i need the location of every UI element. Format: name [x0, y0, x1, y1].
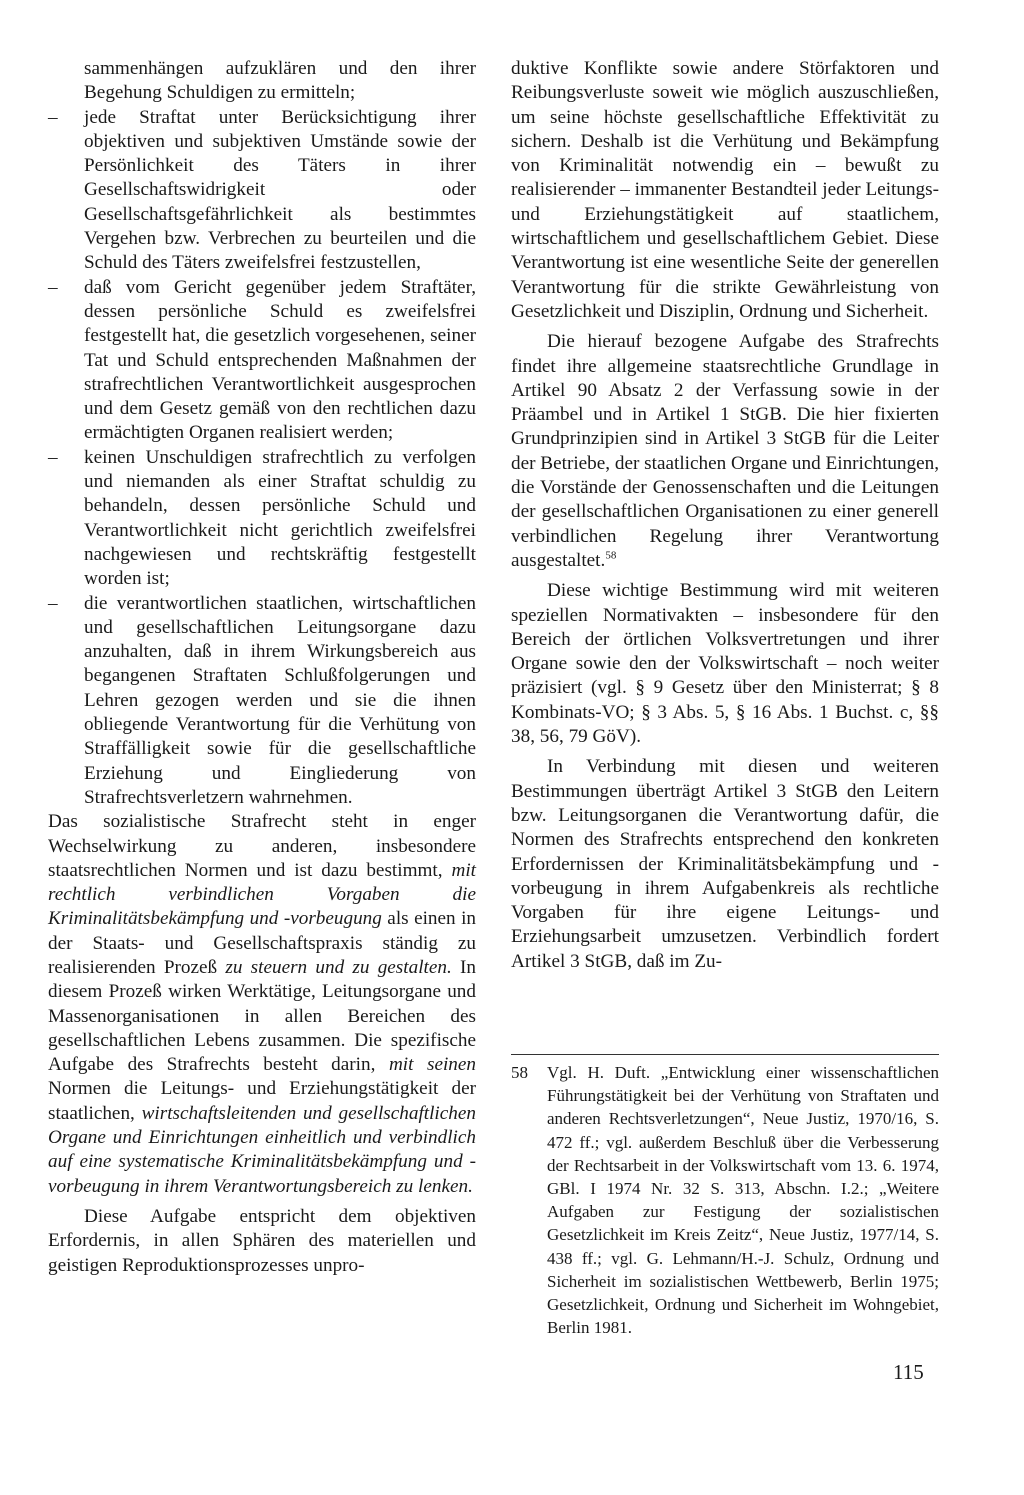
list-item — [48, 446, 476, 592]
bullet-dash: – — [48, 276, 58, 298]
body-paragraph: In Verbindung mit diesen und weiteren Bestimmungen überträgt Artikel 3 StGB den Leitern bzw. Leitungsorganen die Verantwortung dafür, die Normen des Strafrechts entsprechend den konkreten Erfordernissen der Kriminalitätsbekämpfung und -vorbeugung in ihrem Aufgabenkreis als rechtliche Vorgaben für ihre eigene Leitungs- und Erziehungsarbeit umzusetzen. Verbindlich fordert Artikel 3 StGB, daß im Zu- — [511, 756, 939, 972]
body-paragraph — [48, 810, 476, 1199]
text-run: Das sozialistische Strafrecht steht in enger Wechselwirkung zu anderen, insbesondere staatsrechtlichen Normen und ist dazu bestimmt, — [48, 811, 476, 881]
body-paragraph: duktive Konflikte sowie andere Störfaktoren und Reibungsverluste soweit wie möglich auszuschließen, um seine höchste gesellschaftliche Effektivität zu sichern. Deshalb ist die Verhütung und Bekämpfung von Kriminalität notwendig ein – bewußt zu realisierender – immanenter Bestandteil jeder Leitungs- und Erziehungstätigkeit auf staatlichem, wirtschaftlichem und gesellschaftlichem Gebiet. Diese Verantwortung ist eine wesentliche Seite der generellen Verantwortung für die strikte Gewährleistung von Gesetzlichkeit und Disziplin, Ordnung und Sicherheit. — [511, 58, 939, 322]
text-run: Normen die Leitungs- und Erziehungstätigkeit der staatlichen, — [48, 1078, 476, 1124]
continued-bullet-text: sammenhängen aufzuklären und den ihrer Begehung Schuldigen zu ermitteln; — [84, 58, 476, 104]
list-item — [48, 276, 476, 446]
footnote-divider — [511, 1054, 939, 1055]
text-run: als einen in der Staats- und Gesellschaftspraxis ständig zu realisierenden Prozeß — [48, 908, 476, 978]
footnote-text: Vgl. H. Duft. „Entwicklung einer wissenschaftlichen Führungstätigkeit bei der Verhütung von Straftaten und anderen Rechtsverletzungen“, Neue Justiz, 1970/16, S. 472 ff.; vgl. außerdem Beschluß über die Verbesserung der Rechtsarbeit in der Volkswirtschaft vom 13. 6. 1974, GBl. I 1974 Nr. 32 S. 313, Abschn. I.2.; „Weitere Aufgaben zur Festigung der sozialistischen Gesetzlichkeit im Kreis Zeitz“, Neue Justiz, 1977/14, S. 438 ff.; vgl. G. Lehmann/H.-J. Schulz, Ordnung und Sicherheit im sozialistischen Wettbewerb, Berlin 1975; Gesetzlichkeit, Ordnung und Sicherheit im Wohngebiet, Berlin 1981. — [547, 1063, 939, 1338]
list-item-text: jede Straftat unter Berücksichtigung ihrer objektiven und subjektiven Umstände sowie der Persönlichkeit des Täters in ihrer Gesellschaftswidrigkeit oder Gesellschaftsgefährlichkeit als bestimmtes Vergehen bzw. Verbrechen zu beurteilen und die Schuld des Täters zweifelsfrei festzustellen, — [84, 106, 476, 274]
body-paragraph: Diese Aufgabe entspricht dem objektiven Erfordernis, in allen Sphären des materiellen und geistigen Reproduktionsprozesses unpro- — [48, 1205, 476, 1276]
italic-run: wirtschaftsleitenden und gesellschaftlichen Organe und Einrichtungen einheitlich und verbindlich auf eine systematische Kriminalitätsbekämpfung und -vorbeugung in ihrem Verantwortungsbereich zu lenken. — [48, 1102, 476, 1197]
body-paragraph — [511, 330, 939, 573]
bullet-dash: – — [48, 446, 58, 468]
bullet-dash: – — [48, 106, 58, 128]
list-item-text: keinen Unschuldigen strafrechtlich zu verfolgen und niemanden als einer Straftat schuldig zu behandeln, dessen persönliche Schuld und Verantwortlichkeit nicht gerichtlich zweifelsfrei nachgewiesen und rechtskräftig festgestellt worden ist; — [84, 446, 476, 590]
bullet-dash: – — [48, 592, 58, 614]
italic-run: mit seinen — [388, 1054, 476, 1076]
left-column — [48, 57, 476, 1278]
list-item — [48, 592, 476, 811]
text-run: In diesem Prozeß wirken Werktätige, Leitungsorgane und Massenorganisationen in allen Bereichen des gesellschaftlichen Lebens zusammen. Die spezifische Aufgabe des Strafrechts besteht darin, — [48, 956, 476, 1076]
italic-run: mit rechtlich verbindlichen Vorgaben die Kriminalitätsbekämpfung und -vorbeugung — [48, 859, 476, 930]
list-item-text: daß vom Gericht gegenüber jedem Straftäter, dessen persönliche Schuld es zweifelsfrei festgestellt hat, die gesetzlich vorgesehenen, seiner Tat und Schuld entsprechenden Maßnahmen der strafrechtlichen Verantwortlichkeit ausgesprochen und dem Gesetz gemäß von den rechtlichen dazu ermächtigten Organen realisiert werden; — [84, 276, 476, 444]
text-run: Die hierauf bezogene Aufgabe des Strafrechts findet ihre allgemeine staatsrechtliche Grundlage in Artikel 90 Absatz 2 der Verfassung sowie in der Präambel und in Artikel 1 StGB. Die hier fixierten Grundprinzipien sind in Artikel 3 StGB für die Leiter der Betriebe, der staatlichen Organe und Einrichtungen, die Vorstände der Genossenschaften und die Leitungen der gesellschaftlichen Organisationen zu einer generell verbindlichen Regelung ihrer Verantwortung ausgestaltet. — [511, 331, 940, 571]
list-item-text: die verantwortlichen staatlichen, wirtschaftlichen und gesellschaftlichen Leitungsorgane dazu anzuhalten, daß in ihrem Wirkungsbereich aus begangenen Straftaten Schlußfolgerungen und Lehren gezogen werden und sie die ihnen obliegende Verantwortung für die Verhütung von Straffälligkeit sowie für die gesellschaftliche Erziehung und Eingliederung von Strafrechtsverletzern wahrnehmen. — [84, 592, 476, 808]
footnote — [511, 1061, 939, 1339]
body-paragraph: Diese wichtige Bestimmung wird mit weiteren speziellen Normativakten – insbesondere für den Bereich der örtlichen Volksvertretungen und ihrer Organe sowie den der Volkswirtschaft – noch weiter präzisiert (vgl. § 9 Gesetz über den Ministerrat; § 8 Kombinats-VO; § 3 Abs. 5, § 16 Abs. 1 Buchst. c, §§ 38, 56, 79 GöV). — [511, 580, 939, 748]
footnote-ref: 58 — [605, 549, 617, 562]
footnote-number: 58 — [511, 1063, 528, 1082]
right-column — [511, 57, 939, 974]
italic-run: zu steuern und zu gestalten. — [225, 956, 452, 978]
list-item — [48, 106, 476, 276]
page-number: 115 — [893, 1360, 924, 1384]
